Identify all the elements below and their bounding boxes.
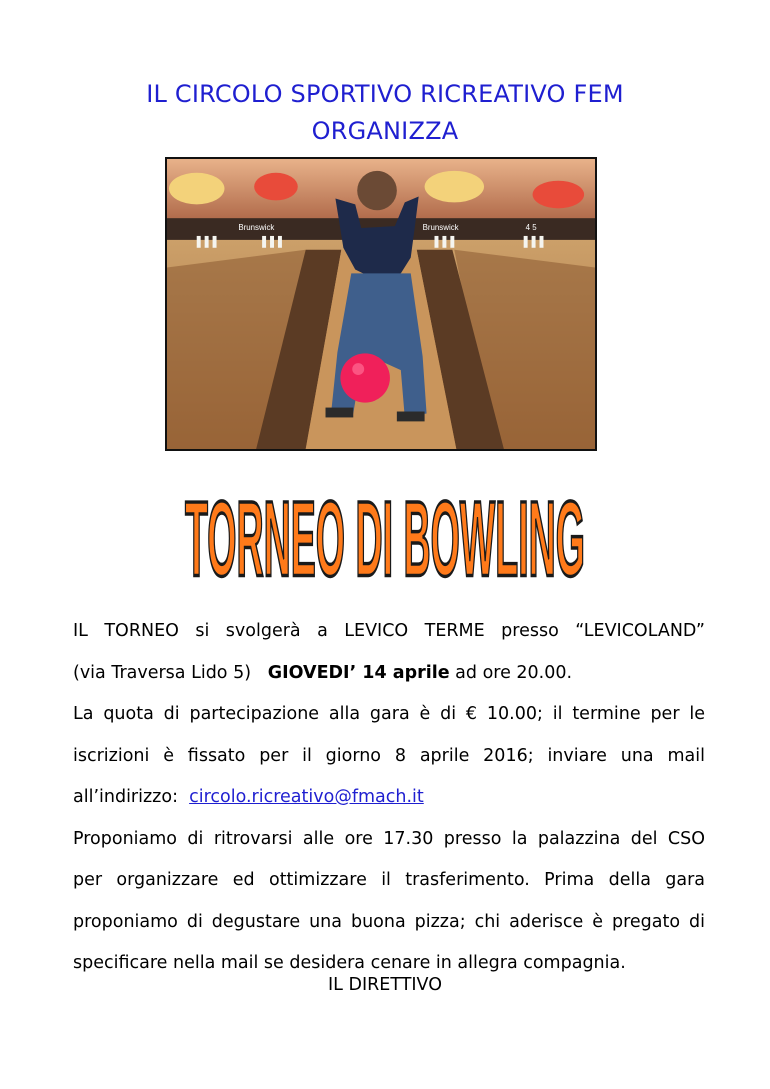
- title-wordart-svg: [160, 460, 610, 600]
- header-line-2: ORGANIZZA: [311, 117, 459, 145]
- header-line-1: IL CIRCOLO SPORTIVO RICREATIVO FEM: [146, 80, 624, 108]
- body-line-7: per organizzare ed ottimizzare il trasferimento. Prima della gara: [73, 870, 705, 890]
- body-line-5: [73, 777, 705, 819]
- bowling-photo-icon: [167, 159, 595, 449]
- title-text: TORNEO DI BOWLING: [185, 480, 585, 600]
- body-line-6: Proponiamo di ritrovarsi alle ore 17.30 presso la palazzina del CSO: [73, 828, 705, 849]
- brand-right: Brunswick: [422, 223, 459, 233]
- body-line-1: IL TORNEO si svolgerà a LEVICO TERME presso “LEVICOLAND”: [73, 621, 705, 641]
- email-link[interactable]: circolo.ricreativo@fmach.it: [189, 787, 424, 807]
- brand-left: Brunswick: [238, 223, 275, 233]
- header: [0, 76, 770, 150]
- title-wordart: [160, 460, 610, 600]
- signature: IL DIRETTIVO: [328, 975, 442, 995]
- body-line-8: proponiamo di degustare una buona pizza; chi aderisce è pregato di: [73, 911, 705, 932]
- event-time: ad ore 20.00.: [455, 662, 573, 683]
- body-line-4: iscrizioni è fissato per il giorno 8 aprile 2016; inviare una mail: [73, 745, 705, 766]
- bowling-photo: [165, 157, 597, 451]
- email-prefix: all’indirizzo:: [73, 787, 178, 807]
- body-line-3: La quota di partecipazione alla gara è di € 10.00; il termine per le: [73, 704, 705, 724]
- body-text: [73, 611, 705, 985]
- lane-numbers: 4 5: [525, 223, 537, 233]
- body-line-9: specificare nella mail se desidera cenare in allegra compagnia.: [73, 953, 626, 973]
- address: (via Traversa Lido 5): [73, 662, 252, 683]
- body-line-2: [73, 653, 705, 695]
- event-date: GIOVEDI’ 14 aprile: [267, 662, 450, 683]
